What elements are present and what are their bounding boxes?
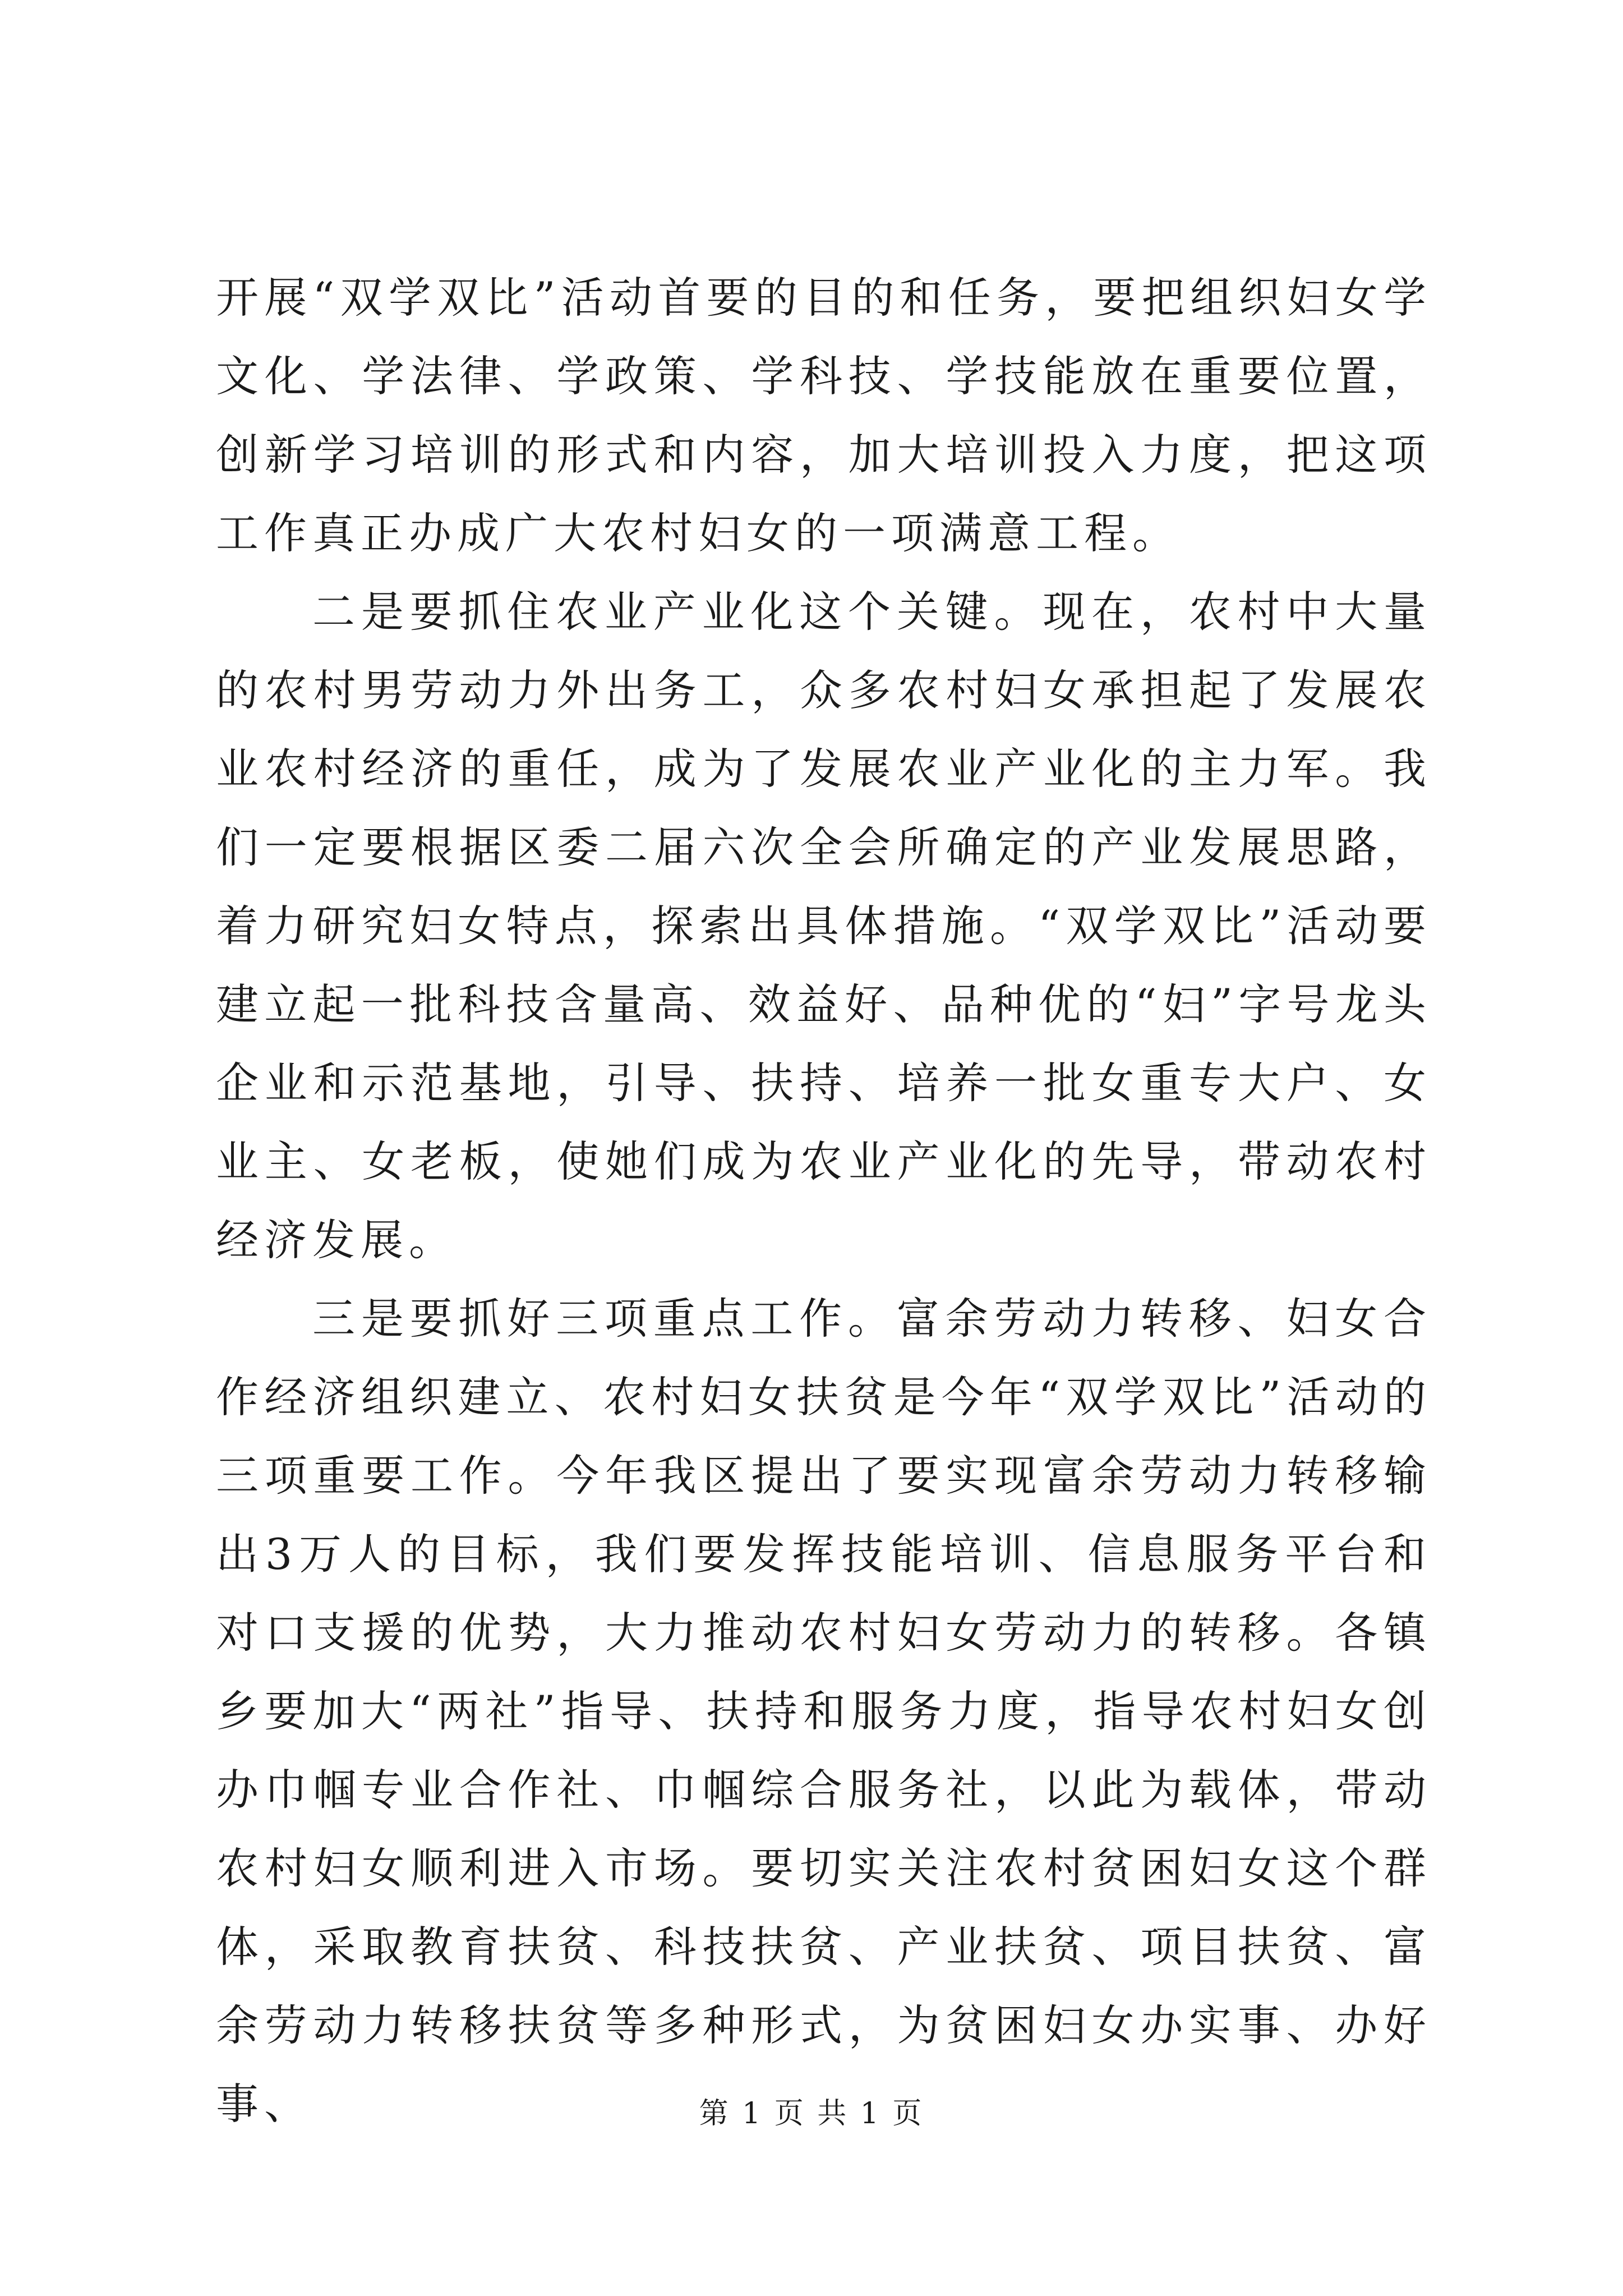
page-footer: 第 1 页 共 1 页 (699, 2097, 924, 2131)
paragraph-3: 三是要抓好三项重点工作。富余劳动力转移、妇女合作经济组织建立、农村妇女扶贫是今年“双学双比”活动的三项重要工作。今年我区提出了要实现富余劳动力转移输出3万人的目标，我们要发挥技能培训、信息服务平台和对口支援的优势，大力推动农村妇女劳动力的转移。各镇乡要加大“两社”指导、扶持和服务力度，指导农村妇女创办巾帼专业合作社、巾帼综合服务社，以此为载体，带动农村妇女顺利进入市场。要切实关注农村贫困妇女这个群体，采取教育扶贫、科技扶贫、产业扶贫、项目扶贫、富余劳动力转移扶贫等多种形式，为贫困妇女办实事、办好事、 (216, 1294, 1432, 2129)
paragraph-1: 开展“双学双比”活动首要的目的和任务，要把组织妇女学文化、学法律、学政策、学科技、学技能放在重要位置，创新学习培训的形式和内容，加大培训投入力度，把这项工作真正办成广大农村妇女的一项满意工程。 (216, 273, 1432, 558)
document-body (216, 259, 1432, 2143)
paragraph-2: 二是要抓住农业产业化这个关键。现在，农村中大量的农村男劳动力外出务工，众多农村妇女承担起了发展农业农村经济的重任，成为了发展农业产业化的主力军。我们一定要根据区委二届六次全会所确定的产业发展思路，着力研究妇女特点，探索出具体措施。“双学双比”活动要建立起一批科技含量高、效益好、品种优的“妇”字号龙头企业和示范基地，引导、扶持、培养一批女重专大户、女业主、女老板，使她们成为农业产业化的先导，带动农村经济发展。 (216, 587, 1432, 1265)
